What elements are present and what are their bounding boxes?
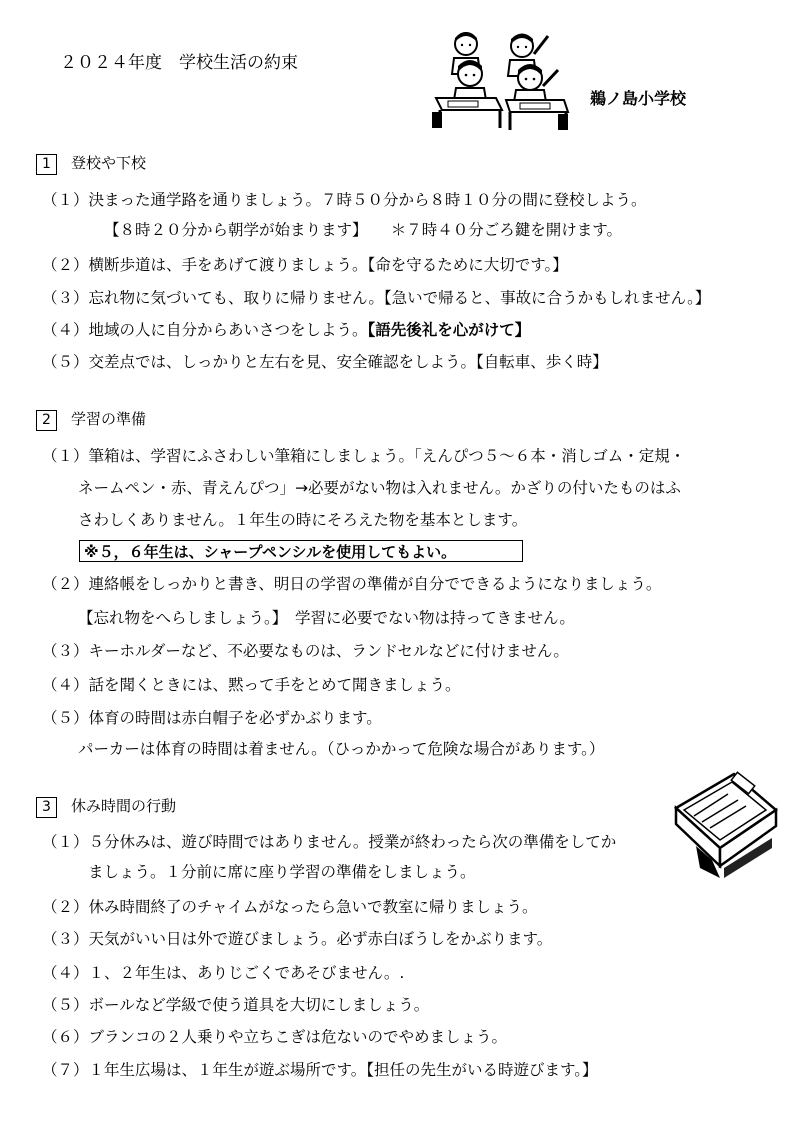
list-item: （２）横断歩道は、手をあげて渡りましょう。【命を守るために大切です。】 (42, 256, 568, 274)
emphasis-text: 【語先後礼を心がけて】 (367, 321, 531, 339)
list-item: （５）交差点では、しっかりと左右を見、安全確認をしよう。【自転車、歩く時】 (42, 353, 608, 371)
section-1-heading (36, 152, 146, 175)
list-item: さわしくありません。１年生の時にそろえた物を基本とします。 (78, 511, 528, 529)
list-item: （１）決まった通学路を通りましょう。７時５０分から８時１０分の間に登校しよう。 (42, 191, 647, 209)
list-item: （５）ボールなど学級で使う道具を大切にしましょう。 (42, 996, 430, 1014)
pencil-case-illustration (672, 768, 780, 890)
list-item: （５）体育の時間は赤白帽子を必ずかぶります。 (42, 709, 382, 727)
list-item: （７）１年生広場は、１年生が遊ぶ場所です。【担任の先生がいる時遊びます。】 (42, 1061, 598, 1079)
list-item: （３）忘れ物に気づいても、取りに帰りません。【急いで帰ると、事故に合うかもしれません。】 (42, 289, 711, 307)
list-item: 【８時２０分から朝学が始まります】 ＊７時４０分ごろ鍵を開けます。 (104, 221, 623, 239)
list-item: パーカーは体育の時間は着ません。（ひっかかって危険な場合があります。） (78, 740, 605, 758)
list-item: （３）キーホルダーなど、不必要なものは、ランドセルなどに付けません。 (42, 642, 569, 660)
list-item: ネームペン・赤、青えんぴつ」→必要がない物は入れません。かざりの付いたものはふ (78, 479, 681, 497)
list-item: （３）天気がいい日は外で遊びましょう。必ず赤白ぼうしをかぶります。 (42, 930, 553, 948)
list-item (42, 318, 530, 340)
section-2-heading (36, 408, 146, 431)
list-item: ましょう。１分前に席に座り学習の準備をしましょう。 (88, 863, 476, 881)
section-number: 1 (36, 154, 57, 175)
list-item: （６）ブランコの２人乗りや立ちこぎは危ないのでやめましょう。 (42, 1028, 508, 1046)
list-item: （４）１、２年生は、ありじごくであそびません。. (42, 964, 405, 982)
section-number: 2 (36, 410, 57, 431)
school-name: 鵜ノ島小学校 (590, 89, 687, 108)
children-at-desks-illustration (430, 28, 570, 132)
section-title: 登校や下校 (71, 154, 147, 172)
section-3-heading (36, 795, 176, 818)
section-number: 3 (36, 797, 57, 818)
section-title: 休み時間の行動 (71, 797, 177, 815)
list-item-text: （４）地域の人に自分からあいさつをしよう。 (42, 321, 368, 339)
list-item: （２）連絡帳をしっかりと書き、明日の学習の準備が自分でできるようになりましょう。 (42, 575, 662, 593)
list-item: （２）休み時間終了のチャイムがなったら急いで教室に帰りましょう。 (42, 898, 538, 916)
list-item: 【忘れ物をへらしましょう。】 学習に必要でない物は持ってきません。 (78, 609, 575, 627)
list-item: （１）筆箱は、学習にふさわしい筆箱にしましょう。「えんぴつ５～６本・消しゴム・定規・ (42, 447, 686, 465)
sharp-pencil-note: ※５，６年生は、シャープペンシルを使用してもよい。 (79, 540, 523, 562)
list-item: （４）話を聞くときには、黙って手をとめて聞きましょう。 (42, 676, 461, 694)
page-title: ２０２４年度 学校生活の約束 (60, 53, 298, 73)
list-item: （１）５分休みは、遊び時間ではありません。授業が終わったら次の準備をしてか (42, 833, 617, 851)
section-title: 学習の準備 (71, 410, 147, 428)
